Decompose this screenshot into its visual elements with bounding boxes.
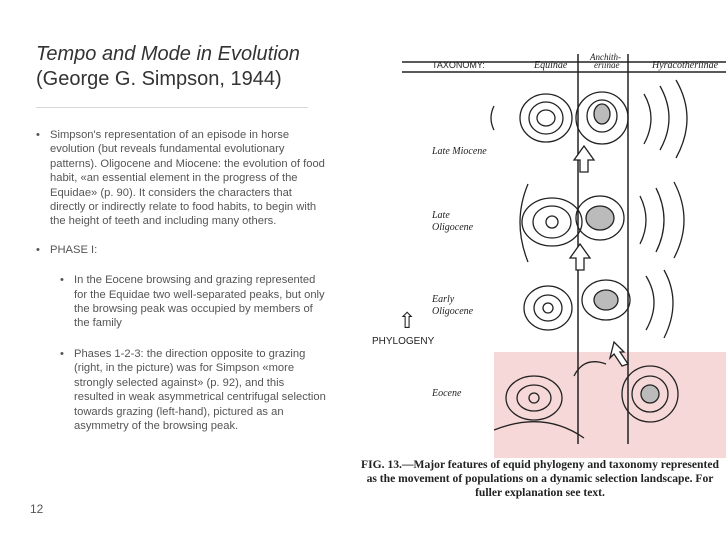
simpson-figure: [344, 46, 728, 508]
title-line-1: Tempo and Mode in Evolution: [36, 43, 300, 65]
phylogeny-label: PHYLOGENY: [372, 336, 435, 347]
figure-caption: FIG. 13.—Major features of equid phylogeny and taxonomy represented as the movement of populations on a dynamic selection landscape. For fuller explanation see text.: [361, 458, 719, 499]
selection-landscape-diagram: [344, 46, 728, 508]
taxonomy-anchith-1: Anchith-: [590, 52, 621, 62]
late-miocene-peaks: [491, 80, 687, 158]
epoch-early-oligocene-2: Oligocene: [432, 306, 474, 317]
taxonomy-label: TAXONOMY:: [432, 60, 485, 70]
bullet-description: • Simpson's representation of an episode in horse evolution (but reveals fundamental evolutionary patterns). Oligocene and Miocene: the evolution of food habit, «an essential element in the progress of the Equidae» (p. 90). It considers the characters that directly or indirectly relate to food habits, to begin with the height of teeth and including many others.: [36, 128, 326, 229]
epoch-eocene: Eocene: [432, 388, 462, 399]
epoch-late-oligocene-1: Late: [432, 210, 450, 221]
late-oligocene-peaks: [520, 182, 684, 262]
eocene-highlight: [494, 352, 726, 458]
sub-bullet-eocene: • In the Eocene browsing and grazing represented for the Equidae two well-separated peaks, but only the browsing peak was occupied by members of the family: [36, 273, 326, 331]
taxonomy-hyraco: Hyracotheriinae: [652, 60, 719, 71]
early-oligocene-peaks: [524, 270, 673, 338]
sub-bullet-phases: • Phases 1-2-3: the direction opposite to grazing (right, in the picture) was for Simpson «more strongly selected against» (p. 92), and this resulted in weak asymmetrical centrifugal selection towards grazing (left-hand), pictured as an asymmetry of the browsing peak.: [36, 347, 326, 433]
title-divider: [36, 107, 308, 108]
slide-title: [36, 42, 326, 92]
taxonomy-anchith-2: eriinae: [594, 60, 620, 70]
title-line-2: (George G. Simpson, 1944): [36, 68, 282, 90]
epoch-late-miocene: Late Miocene: [432, 146, 487, 157]
epoch-late-oligocene-2: Oligocene: [432, 222, 474, 233]
phylogeny-arrow-icon: ⇧: [398, 309, 417, 334]
taxonomy-equinae: Equinae: [534, 60, 568, 71]
epoch-early-oligocene-1: Early: [432, 294, 455, 305]
bullet-list: [36, 128, 326, 433]
bullet-phase-one: • PHASE I:: [36, 243, 326, 257]
page-number: 12: [30, 502, 44, 516]
